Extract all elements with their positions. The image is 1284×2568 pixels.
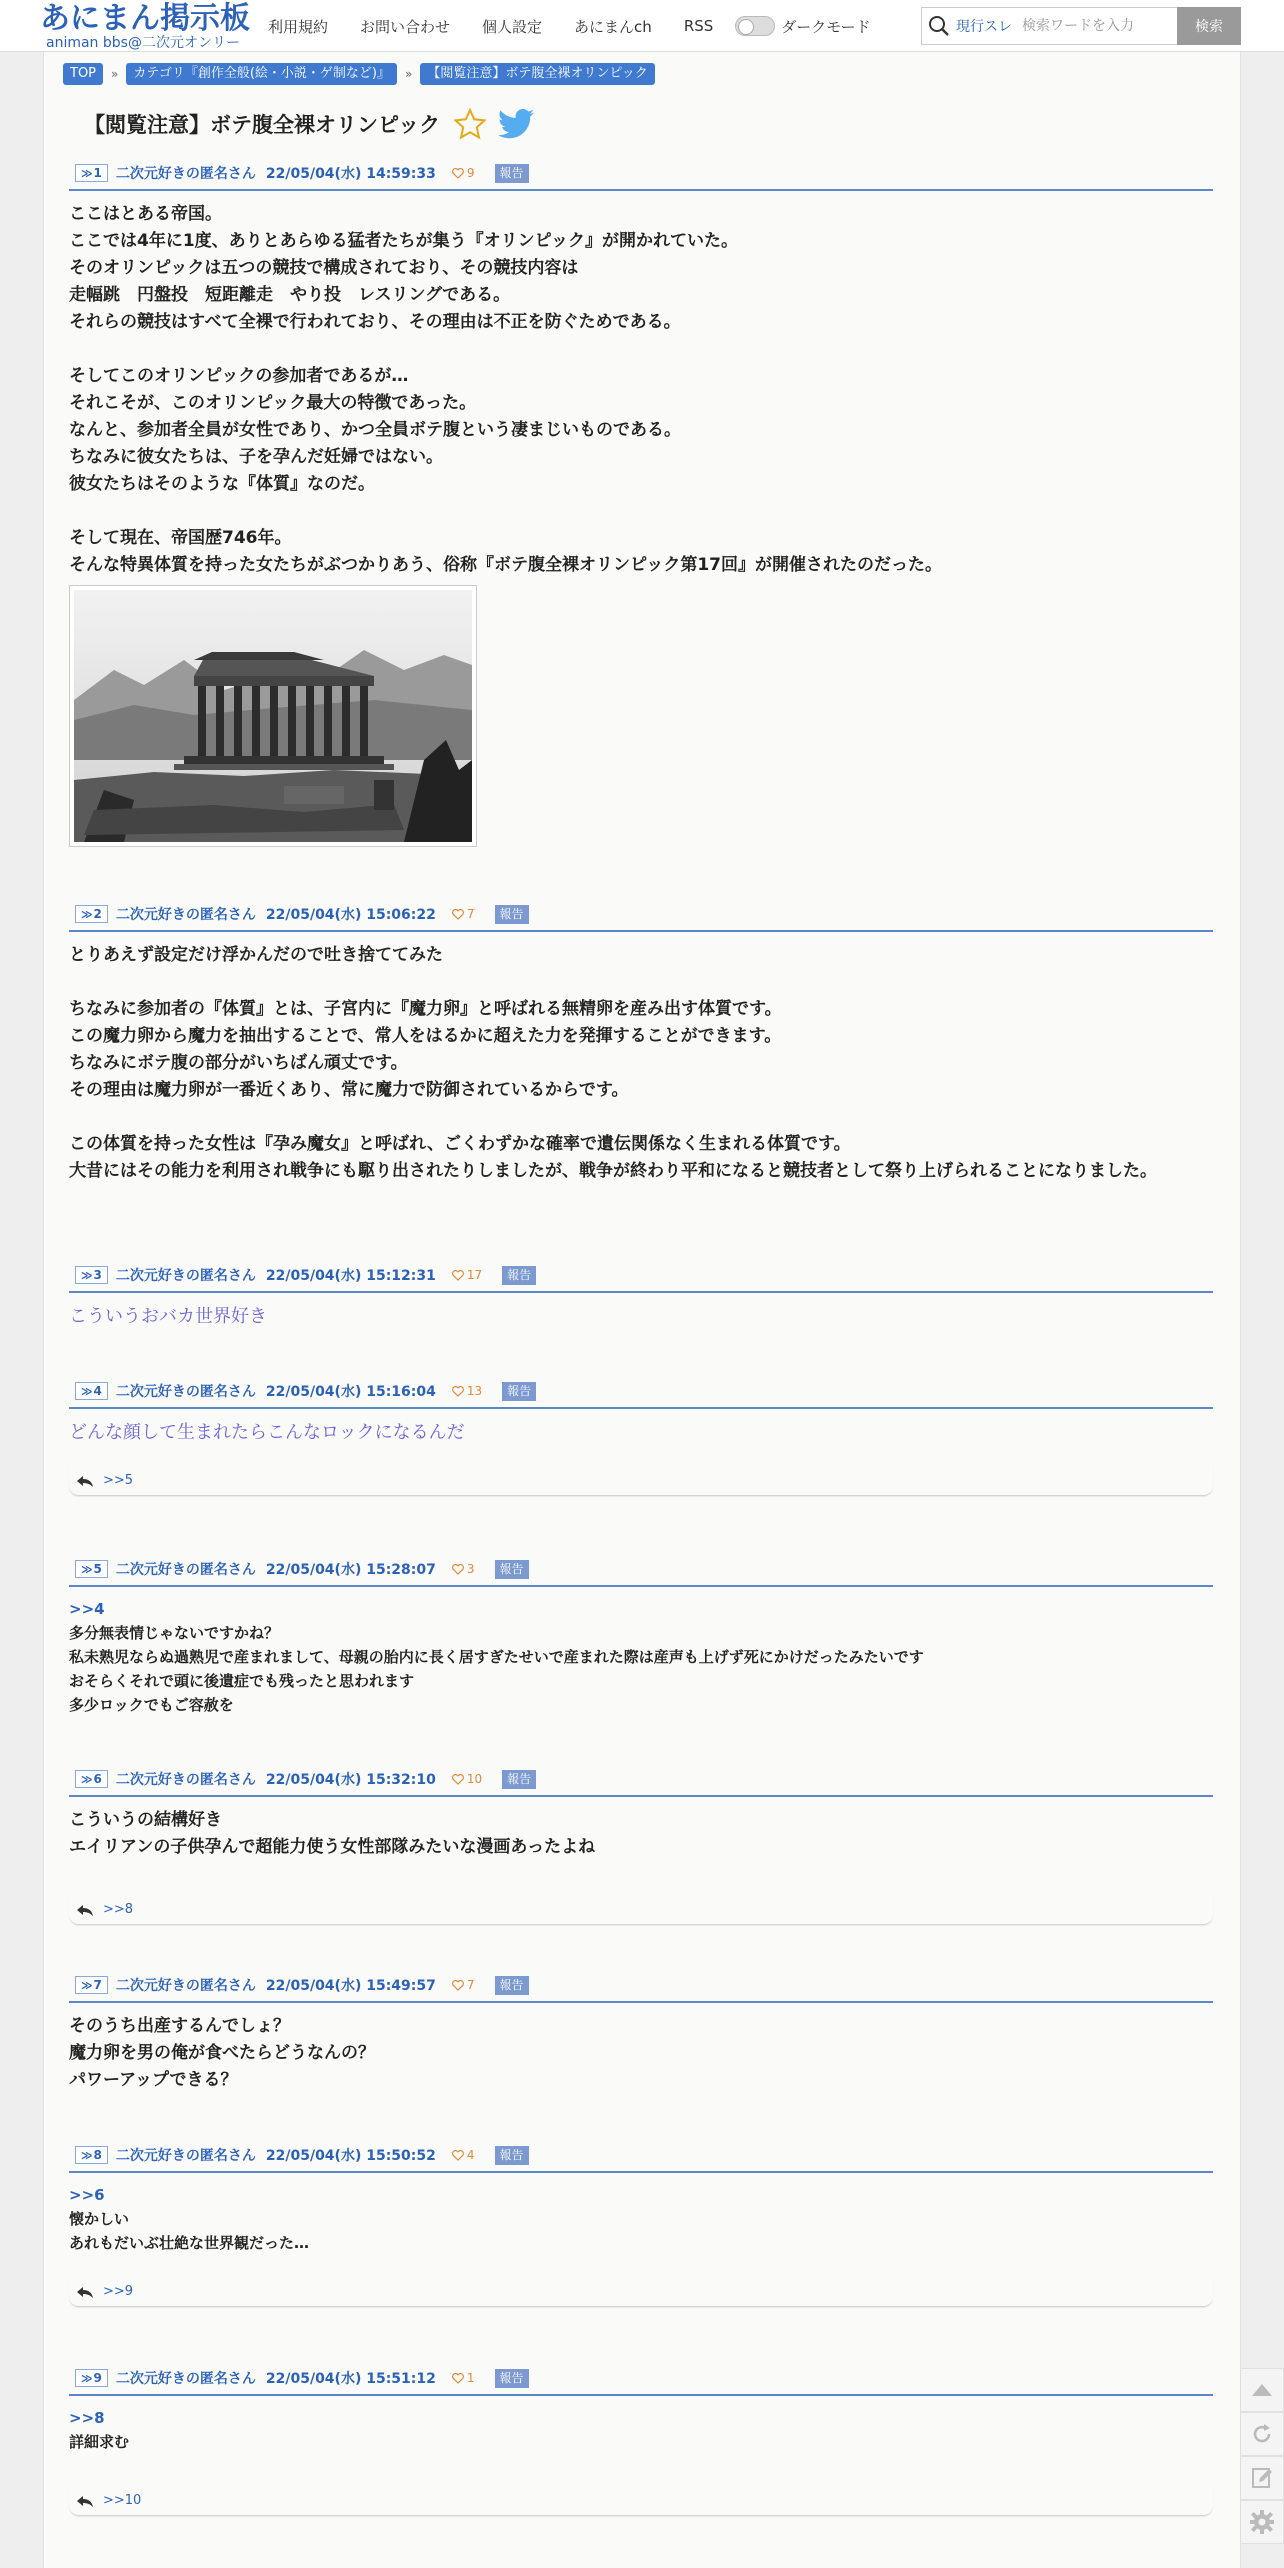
post-date: 22/05/04(水) 15:51:12 — [265, 2371, 436, 2387]
reply-bar — [69, 2486, 1213, 2516]
search-button[interactable]: 検索 — [1177, 7, 1241, 45]
heart-icon — [452, 2373, 464, 2384]
anchor-link[interactable]: >>6 — [69, 2186, 105, 2204]
heart-icon — [452, 2150, 464, 2161]
heart-icon — [452, 1270, 464, 1281]
breadcrumb-top[interactable]: TOP — [63, 63, 103, 85]
nav-rss-link[interactable]: RSS — [683, 17, 714, 35]
heart-icon — [452, 1564, 464, 1575]
heart-icon — [452, 1980, 464, 1991]
favorite-star-icon[interactable] — [454, 108, 486, 140]
triangle-up-icon — [1251, 2383, 1273, 2397]
report-button[interactable]: 報告 — [495, 2369, 529, 2388]
poster-name: 二次元好きの匿名さん — [115, 2371, 256, 2387]
poster-name: 二次元好きの匿名さん — [115, 1268, 256, 1284]
like-button[interactable]: 1 — [452, 2371, 475, 2385]
like-button[interactable]: 7 — [452, 907, 475, 921]
settings-button[interactable] — [1240, 2500, 1284, 2544]
anchor-link[interactable]: >>8 — [69, 2409, 105, 2427]
reply-link[interactable]: >>10 — [103, 2493, 142, 2508]
post-number[interactable]: ≫ 5 — [75, 1560, 108, 1578]
dark-mode-label: ダークモード — [781, 17, 871, 36]
anchor-link[interactable]: >>4 — [69, 1600, 105, 1618]
nav-settings-link[interactable]: 個人設定 — [482, 17, 543, 36]
report-button[interactable]: 報告 — [495, 1560, 529, 1579]
logo-main-text: あにまん掲示板 — [40, 1, 250, 36]
post-body: そのうち出産するんでしょ？ 魔力卵を男の俺が食べたらどうなんの？ パワーアップできる？ — [69, 2016, 375, 2090]
poster-name: 二次元好きの匿名さん — [115, 907, 256, 923]
post-number[interactable]: ≫ 8 — [75, 2146, 108, 2164]
post-body: どんな顔して生まれたらこんなロックになるんだ — [69, 1422, 465, 1443]
reply-arrow-icon — [75, 1902, 95, 1918]
like-button[interactable]: 4 — [452, 2148, 475, 2162]
search-scope-select[interactable]: 現行スレ — [956, 19, 1012, 35]
post — [69, 2142, 1213, 2307]
reply-bar — [69, 1895, 1213, 1925]
reply-bar — [69, 2277, 1213, 2307]
post — [69, 160, 1213, 847]
greek-temple-illustration — [74, 590, 472, 842]
nav-terms-link[interactable]: 利用規約 — [268, 17, 329, 36]
post-body: >>6 懐かしい あれもだいぶ壮絶な世界観だった… — [69, 2183, 1213, 2255]
post-number[interactable]: ≫ 6 — [75, 1770, 108, 1788]
report-button[interactable]: 報告 — [495, 2146, 529, 2165]
post — [69, 1556, 1213, 1717]
post-number[interactable]: ≫ 7 — [75, 1976, 108, 1994]
post-image-greek-temple[interactable] — [69, 585, 477, 847]
poster-name: 二次元好きの匿名さん — [115, 1772, 256, 1788]
twitter-bird-icon[interactable] — [498, 108, 534, 140]
reply-link[interactable]: >>8 — [103, 1902, 134, 1917]
search-icon — [922, 8, 956, 44]
write-post-button[interactable] — [1240, 2456, 1284, 2500]
dark-mode-switch[interactable] — [735, 16, 775, 36]
post-body: とりあえず設定だけ浮かんだので吐き捨ててみた ちなみに参加者の『体質』とは、子宮内に『魔力卵』と呼ばれる無精卵を産み出す体質です。 この魔力卵から魔力を抽出することで、常人をはるかに超えた力を発揮することができます。 ちなみにボテ腹の部分がいちばん頑丈です。 その理由は魔力卵が一番近くあり、常に魔力で防御されているからです。 この体質を持った女性は『孕み魔女』と呼ばれ、ごくわずかな確率で遺伝関係なく生まれる体質です。 大昔にはその能力を利用され戦争にも駆り出されたりしましたが、戦争が終わり平和になると競技者として祭り上げられることになりました。 — [69, 945, 1157, 1181]
nav-animanch-link[interactable]: あにまんch — [574, 17, 652, 36]
post-header — [69, 901, 1213, 927]
post — [69, 1972, 1213, 2094]
site-logo[interactable] — [40, 2, 250, 52]
floating-buttons — [1240, 2368, 1284, 2544]
search-box — [921, 7, 1241, 45]
like-button[interactable]: 13 — [452, 1384, 482, 1398]
edit-pencil-icon — [1250, 2466, 1274, 2490]
post — [69, 1766, 1213, 1925]
site-header — [0, 0, 1284, 52]
post — [69, 1262, 1213, 1330]
thread-panel — [43, 52, 1241, 2568]
like-button[interactable]: 17 — [452, 1268, 482, 1282]
post-body: こういうの結構好き エイリアンの子供孕んで超能力使う女性部隊みたいな漫画あったよね — [69, 1810, 596, 1857]
post-number[interactable]: ≫ 3 — [75, 1266, 108, 1284]
heart-icon — [452, 168, 464, 179]
nav-contact-link[interactable]: お問い合わせ — [360, 17, 451, 36]
post — [69, 901, 1213, 1185]
heart-icon — [452, 909, 464, 920]
post-body: こういうおバカ世界好き — [69, 1306, 267, 1327]
reply-bar — [69, 1466, 1213, 1496]
dark-mode-toggle[interactable] — [735, 16, 870, 37]
reply-arrow-icon — [75, 1473, 95, 1489]
post-body: >>4 多分無表情じゃないですかね？ 私未熟児ならぬ過熟児で産まれまして、母親の胎内に長く居すぎたせいで産まれた際は産声も上げず死にかけだったみたいです おそらくそれで頭に後遺症でも残ったと思われます 多少ロックでもご容赦を — [69, 1597, 1213, 1717]
post-date: 22/05/04(水) 15:49:57 — [265, 1978, 436, 1994]
gear-icon — [1249, 2509, 1275, 2535]
breadcrumb-thread[interactable]: 【閲覧注意】ボテ腹全裸オリンピック — [420, 63, 654, 85]
poster-name: 二次元好きの匿名さん — [115, 166, 256, 182]
like-button[interactable]: 7 — [452, 1978, 475, 1992]
report-button[interactable]: 報告 — [502, 1382, 536, 1401]
reply-arrow-icon — [75, 2284, 95, 2300]
post-date: 22/05/04(水) 15:16:04 — [265, 1384, 436, 1400]
reply-link[interactable]: >>9 — [103, 2284, 134, 2299]
post-body: >>8 詳細求む — [69, 2406, 1213, 2454]
poster-name: 二次元好きの匿名さん — [115, 1384, 256, 1400]
reply-arrow-icon — [75, 2493, 95, 2509]
post-number[interactable]: ≫ 2 — [75, 905, 108, 923]
like-button[interactable]: 3 — [452, 1562, 475, 1576]
reload-icon — [1250, 2422, 1274, 2446]
report-button[interactable]: 報告 — [495, 905, 529, 924]
thread-title-row — [84, 108, 534, 140]
search-input[interactable] — [1022, 11, 1172, 41]
post-date: 22/05/04(水) 14:59:33 — [265, 166, 436, 182]
post-header — [69, 1556, 1213, 1582]
poster-name: 二次元好きの匿名さん — [115, 2148, 256, 2164]
scroll-top-button[interactable] — [1240, 2368, 1284, 2412]
breadcrumb-category[interactable]: カテゴリ『創作全般(絵・小説・ゲ制など)』 — [126, 63, 397, 85]
heart-icon — [452, 1774, 464, 1785]
post-date: 22/05/04(水) 15:50:52 — [265, 2148, 436, 2164]
post-header — [69, 1972, 1213, 1998]
post-header — [69, 1262, 1213, 1288]
thread-title: 【閲覧注意】ボテ腹全裸オリンピック — [84, 113, 441, 137]
report-button[interactable]: 報告 — [502, 1770, 536, 1789]
post-header — [69, 1378, 1213, 1404]
report-button[interactable]: 報告 — [502, 1266, 536, 1285]
like-button[interactable]: 9 — [452, 166, 475, 180]
report-button[interactable]: 報告 — [495, 164, 529, 183]
post-header — [69, 2142, 1213, 2168]
header-nav — [268, 0, 871, 52]
post-date: 22/05/04(水) 15:12:31 — [265, 1268, 436, 1284]
post-number[interactable]: ≫ 4 — [75, 1382, 108, 1400]
report-button[interactable]: 報告 — [495, 1976, 529, 1995]
logo-sub-text: animan bbs@二次元オンリー — [46, 35, 240, 51]
heart-icon — [452, 1386, 464, 1397]
poster-name: 二次元好きの匿名さん — [115, 1562, 256, 1578]
post-date: 22/05/04(水) 15:06:22 — [265, 907, 436, 923]
post-date: 22/05/04(水) 15:28:07 — [265, 1562, 436, 1578]
post-header — [69, 160, 1213, 186]
post-header — [69, 1766, 1213, 1792]
like-button[interactable]: 10 — [452, 1772, 482, 1786]
post-header — [69, 2365, 1213, 2391]
poster-name: 二次元好きの匿名さん — [115, 1978, 256, 1994]
post-number[interactable]: ≫ 1 — [75, 164, 108, 182]
reload-button[interactable] — [1240, 2412, 1284, 2456]
reply-link[interactable]: >>5 — [103, 1473, 134, 1488]
post-date: 22/05/04(水) 15:32:10 — [265, 1772, 436, 1788]
post — [69, 2365, 1213, 2516]
post-body: ここはとある帝国。 ここでは4年に1度、ありとあらゆる猛者たちが集う『オリンピック』が開かれていた。 そのオリンピックは五つの競技で構成されており、その競技内容は 走幅跳 円盤投 短距離走 やり投 レスリングである。 それらの競技はすべて全裸で行われており、その理由は不正を防ぐためである。 そしてこのオリンピックの参加者であるが… それこそが、このオリンピック最大の特徴であった。 なんと、参加者全員が女性であり、かつ全員ボテ腹という凄まじいものである。 ちなみに彼女たちは、子を孕んだ妊婦ではない。 彼女たちはそのような『体質』なのだ。 そして現在、帝国歴746年。 そんな特異体質を持った女たちがぶつかりあう、俗称『ボテ腹全裸オリンピック第17回』が開催されたのだった。 — [69, 201, 1213, 847]
post-number[interactable]: ≫ 9 — [75, 2369, 108, 2387]
breadcrumb: TOP » カテゴリ『創作全般(絵・小説・ゲ制など)』 » 【閲覧注意】ボテ腹全裸オリンピック — [63, 63, 655, 85]
post — [69, 1378, 1213, 1496]
